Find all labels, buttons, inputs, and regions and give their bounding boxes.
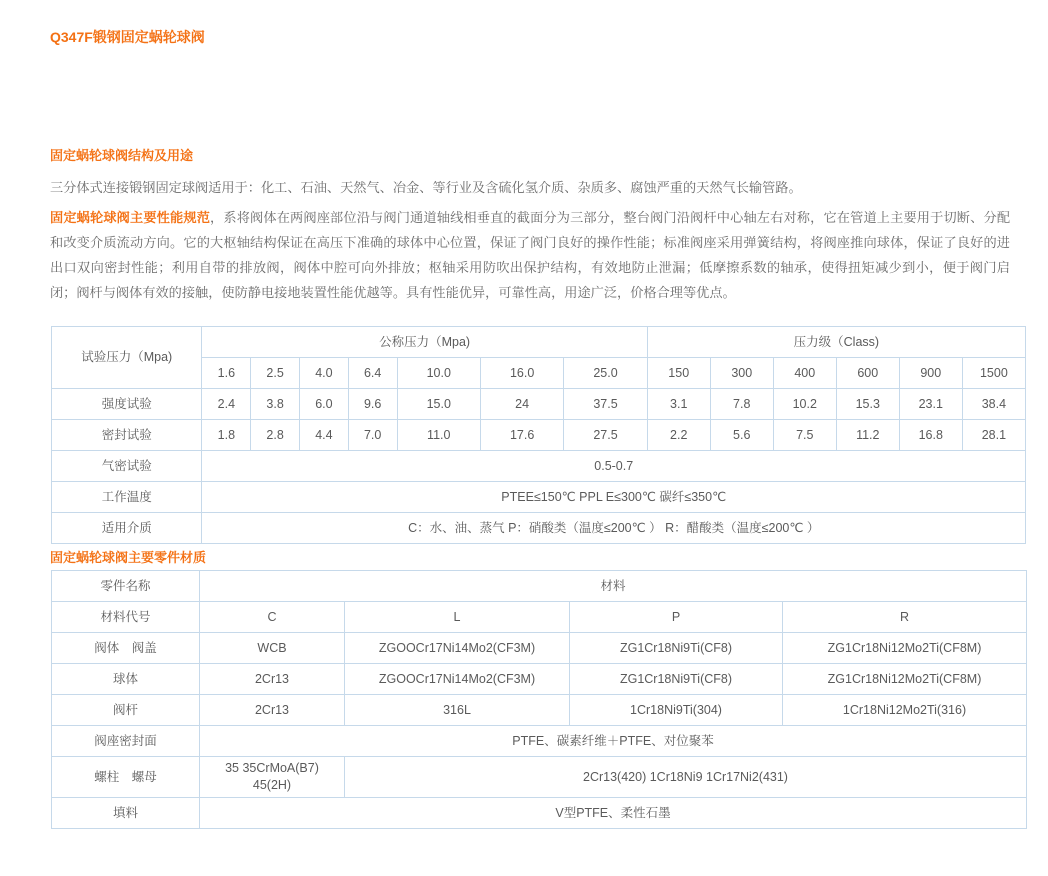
pressure-class-header: 150 [647,358,710,389]
material-code: C [200,602,345,633]
row-label: 球体 [52,664,200,695]
cell-value: PTFE、碳素纤维＋PTFE、对位聚苯 [200,726,1027,757]
pressure-row-label-header: 试验压力（Mpa) [52,327,202,389]
row-label: 阀体 阀盖 [52,633,200,664]
cell-value: 7.8 [710,389,773,420]
pressure-class-header: 400 [773,358,836,389]
cell-value: 28.1 [962,420,1025,451]
cell-value: 37.5 [564,389,647,420]
group-header-class: 压力级（Class) [647,327,1025,358]
cell-value: ZG1Cr18Ni12Mo2Ti(CF8M) [783,633,1027,664]
material-code: L [345,602,570,633]
group-header-nominal: 公称压力（Mpa) [202,327,647,358]
code-label: 材料代号 [52,602,200,633]
cell-value: ZGOOCr17Ni14Mo2(CF3M) [345,664,570,695]
material-header: 材料 [200,571,1027,602]
cell-value: ZGOOCr17Ni14Mo2(CF3M) [345,633,570,664]
row-label: 气密试验 [52,451,202,482]
cell-value: 24 [480,389,563,420]
cell-value-stud-c [200,757,345,798]
row-label: 强度试验 [52,389,202,420]
table-row [52,420,1026,451]
material-table [51,570,1027,829]
table-row [52,451,1026,482]
cell-value: 7.0 [348,420,397,451]
cell-value: 10.2 [773,389,836,420]
spec-paragraph [50,205,1010,305]
row-label: 阀座密封面 [52,726,200,757]
nominal-pressure-header: 16.0 [480,358,563,389]
nominal-pressure-header: 2.5 [251,358,300,389]
table-row-code [52,602,1027,633]
cell-value: 5.6 [710,420,773,451]
cell-value: 7.5 [773,420,836,451]
row-label: 工作温度 [52,482,202,513]
cell-value: 2Cr13 [200,695,345,726]
cell-value: 3.8 [251,389,300,420]
cell-value: ZG1Cr18Ni9Ti(CF8) [570,664,783,695]
product-title: Q347F锻钢固定蜗轮球阀 [50,29,205,45]
cell-value: 2.4 [202,389,251,420]
material-code: P [570,602,783,633]
intro-paragraph: 三分体式连接锻钢固定球阀适用于：化工、石油、天然气、冶金、等行业及含硫化氢介质、杂质多、腐蚀严重的天然气长输管路。 [50,180,802,195]
cell-value: V型PTFE、柔性石墨 [200,798,1027,829]
material-code: R [783,602,1027,633]
nominal-pressure-header: 25.0 [564,358,647,389]
row-label: 阀杆 [52,695,200,726]
cell-value: 15.3 [836,389,899,420]
cell-value: 17.6 [480,420,563,451]
table-row [52,633,1027,664]
cell-value: 2Cr13 [200,664,345,695]
cell-value: ZG1Cr18Ni12Mo2Ti(CF8M) [783,664,1027,695]
cell-value: 2Cr13(420) 1Cr18Ni9 1Cr17Ni2(431) [345,757,1027,798]
cell-value: 1Cr18Ni12Mo2Ti(316) [783,695,1027,726]
pressure-class-header: 900 [899,358,962,389]
row-label: 填料 [52,798,200,829]
table-row [52,695,1027,726]
pressure-class-header: 600 [836,358,899,389]
nominal-pressure-header: 1.6 [202,358,251,389]
table-row [52,513,1026,544]
table-row-header [52,571,1027,602]
table-row [52,389,1026,420]
pressure-test-table [51,326,1026,544]
section-heading-material: 固定蜗轮球阀主要零件材质 [50,550,207,565]
cell-value: 27.5 [564,420,647,451]
nominal-pressure-header: 4.0 [300,358,349,389]
cell-value: 38.4 [962,389,1025,420]
nominal-pressure-header: 10.0 [397,358,480,389]
row-label: 适用介质 [52,513,202,544]
stud-c-line1: 35 35CrMoA(B7) [225,761,319,775]
nominal-pressure-header: 6.4 [348,358,397,389]
cell-value: 15.0 [397,389,480,420]
section-heading-structure: 固定蜗轮球阀结构及用途 [50,148,194,163]
table-row [52,664,1027,695]
table-row [52,757,1027,798]
spec-paragraph-body: ，系将阀体在两阀座部位沿与阀门通道轴线相垂直的截面分为三部分，整台阀门沿阀杆中心轴左右对称，它在管道上主要用于切断、分配和改变介质流动方向。它的大枢轴结构保证在高压下准确的球体中心位置，保证了阀门良好的操作性能；标准阀座采用弹簧结构，将阀座推向球体，保证了良好的进出口双向密封性能；利用自带的排放阀，阀体中腔可向外排放；枢轴采用防吹出保护结构，有效地防止泄漏；低摩擦系数的轴承，使得扭矩减少到小，便于阀门启闭；阀杆与阀体有效的接触，使防静电接地装置性能优越等。具有性能优异，可靠性高，用途广泛，价格合理等优点。 [50,210,1011,300]
cell-value: WCB [200,633,345,664]
cell-value: 2.8 [251,420,300,451]
table-row [52,482,1026,513]
cell-value: PTEE≤150℃ PPL E≤300℃ 碳纤≤350℃ [202,482,1026,513]
pressure-class-header: 1500 [962,358,1025,389]
pressure-class-header: 300 [710,358,773,389]
cell-value: 16.8 [899,420,962,451]
cell-value: 1.8 [202,420,251,451]
cell-value: ZG1Cr18Ni9Ti(CF8) [570,633,783,664]
cell-value: 0.5-0.7 [202,451,1026,482]
cell-value: 11.0 [397,420,480,451]
cell-value: 316L [345,695,570,726]
stud-c-line2: 45(2H) [252,778,292,792]
table-row [52,726,1027,757]
table-row-group-header [52,327,1026,358]
row-label: 密封试验 [52,420,202,451]
row-label: 螺柱 螺母 [52,757,200,798]
cell-value: 3.1 [647,389,710,420]
cell-value: C：水、油、蒸气 P：硝酸类（温度≤200℃ ） R：醋酸类（温度≤200℃ ） [202,513,1026,544]
part-name-header: 零件名称 [52,571,200,602]
table-row [52,798,1027,829]
cell-value: 23.1 [899,389,962,420]
cell-value: 6.0 [300,389,349,420]
cell-value: 11.2 [836,420,899,451]
spec-paragraph-highlight: 固定蜗轮球阀主要性能规范 [50,210,211,225]
cell-value: 4.4 [300,420,349,451]
cell-value: 9.6 [348,389,397,420]
cell-value: 2.2 [647,420,710,451]
cell-value: 1Cr18Ni9Ti(304) [570,695,783,726]
